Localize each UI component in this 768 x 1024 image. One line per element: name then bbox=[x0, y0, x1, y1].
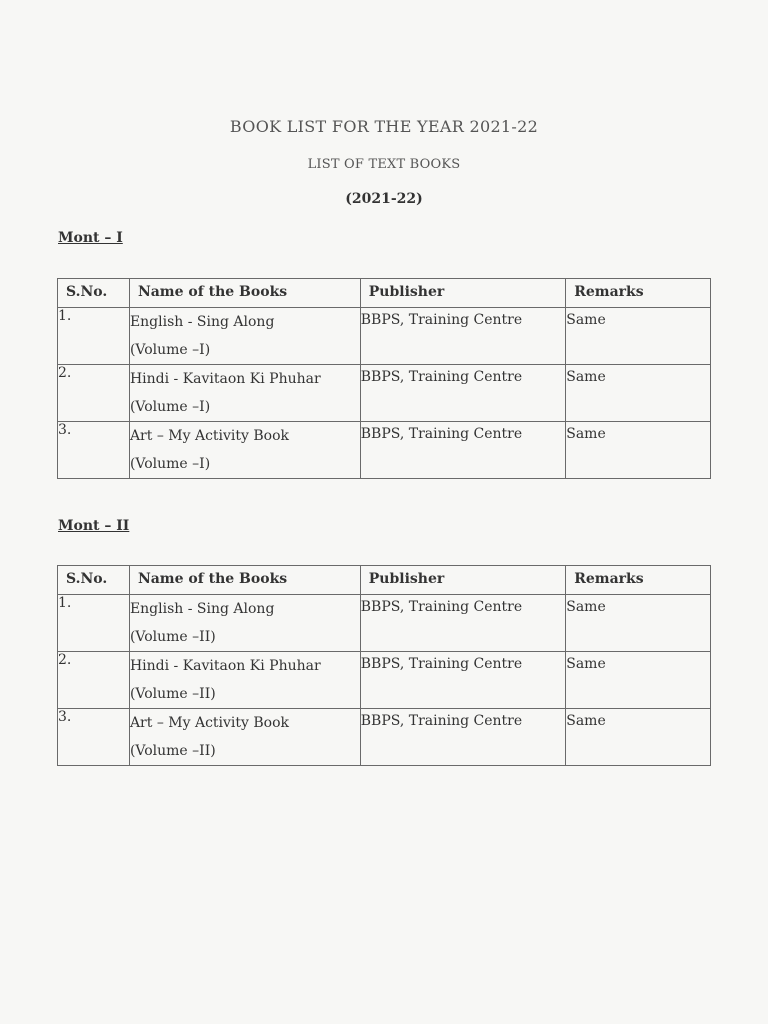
cell-remarks: Same bbox=[566, 652, 711, 709]
table-header-row bbox=[58, 566, 711, 595]
column-header-remarks: Remarks bbox=[566, 566, 711, 595]
book-name-line: Art – My Activity Book bbox=[129, 715, 290, 731]
table-row bbox=[58, 709, 711, 766]
cell-book-name bbox=[129, 709, 360, 766]
cell-publisher: BBPS, Training Centre bbox=[360, 652, 565, 709]
column-header-sno: S.No. bbox=[58, 279, 130, 308]
cell-book-name bbox=[129, 365, 360, 422]
book-name-line: English - Sing Along bbox=[129, 601, 275, 617]
book-volume-line: (Volume –I) bbox=[129, 399, 211, 415]
column-header-name: Name of the Books bbox=[129, 566, 360, 595]
cell-remarks: Same bbox=[566, 595, 711, 652]
cell-publisher: BBPS, Training Centre bbox=[360, 422, 565, 479]
book-volume-line: (Volume –I) bbox=[129, 456, 211, 472]
cell-publisher: BBPS, Training Centre bbox=[360, 709, 565, 766]
cell-sno: 3. bbox=[58, 709, 130, 766]
cell-remarks: Same bbox=[566, 709, 711, 766]
book-table-mont-1 bbox=[57, 278, 711, 479]
document-title: BOOK LIST FOR THE YEAR 2021-22 bbox=[229, 117, 539, 136]
cell-sno: 3. bbox=[58, 422, 130, 479]
table-row bbox=[58, 365, 711, 422]
column-header-publisher: Publisher bbox=[360, 279, 565, 308]
cell-sno: 2. bbox=[58, 365, 130, 422]
cell-sno: 2. bbox=[58, 652, 130, 709]
column-header-name: Name of the Books bbox=[129, 279, 360, 308]
column-header-publisher: Publisher bbox=[360, 566, 565, 595]
book-volume-line: (Volume –II) bbox=[129, 743, 216, 759]
table-row bbox=[58, 308, 711, 365]
column-header-sno: S.No. bbox=[58, 566, 130, 595]
book-table-mont-2 bbox=[57, 565, 711, 766]
section-heading-mont-1: Mont – I bbox=[58, 230, 123, 246]
table-row bbox=[58, 595, 711, 652]
cell-publisher: BBPS, Training Centre bbox=[360, 595, 565, 652]
table-header-row bbox=[58, 279, 711, 308]
cell-book-name bbox=[129, 308, 360, 365]
book-name-line: Art – My Activity Book bbox=[129, 428, 290, 444]
book-name-line: Hindi - Kavitaon Ki Phuhar bbox=[129, 658, 321, 674]
cell-book-name bbox=[129, 595, 360, 652]
document-year: (2021-22) bbox=[345, 191, 423, 207]
cell-book-name bbox=[129, 652, 360, 709]
cell-remarks: Same bbox=[566, 308, 711, 365]
table-row bbox=[58, 422, 711, 479]
book-volume-line: (Volume –II) bbox=[129, 686, 216, 702]
document-subtitle: LIST OF TEXT BOOKS bbox=[307, 157, 461, 172]
cell-sno: 1. bbox=[58, 308, 130, 365]
book-name-line: Hindi - Kavitaon Ki Phuhar bbox=[129, 371, 321, 387]
section-heading-mont-2: Mont – II bbox=[58, 518, 130, 534]
book-volume-line: (Volume –I) bbox=[129, 342, 211, 358]
cell-remarks: Same bbox=[566, 422, 711, 479]
cell-book-name bbox=[129, 422, 360, 479]
cell-publisher: BBPS, Training Centre bbox=[360, 308, 565, 365]
cell-publisher: BBPS, Training Centre bbox=[360, 365, 565, 422]
table-row bbox=[58, 652, 711, 709]
cell-sno: 1. bbox=[58, 595, 130, 652]
column-header-remarks: Remarks bbox=[566, 279, 711, 308]
book-volume-line: (Volume –II) bbox=[129, 629, 216, 645]
cell-remarks: Same bbox=[566, 365, 711, 422]
book-name-line: English - Sing Along bbox=[129, 314, 275, 330]
